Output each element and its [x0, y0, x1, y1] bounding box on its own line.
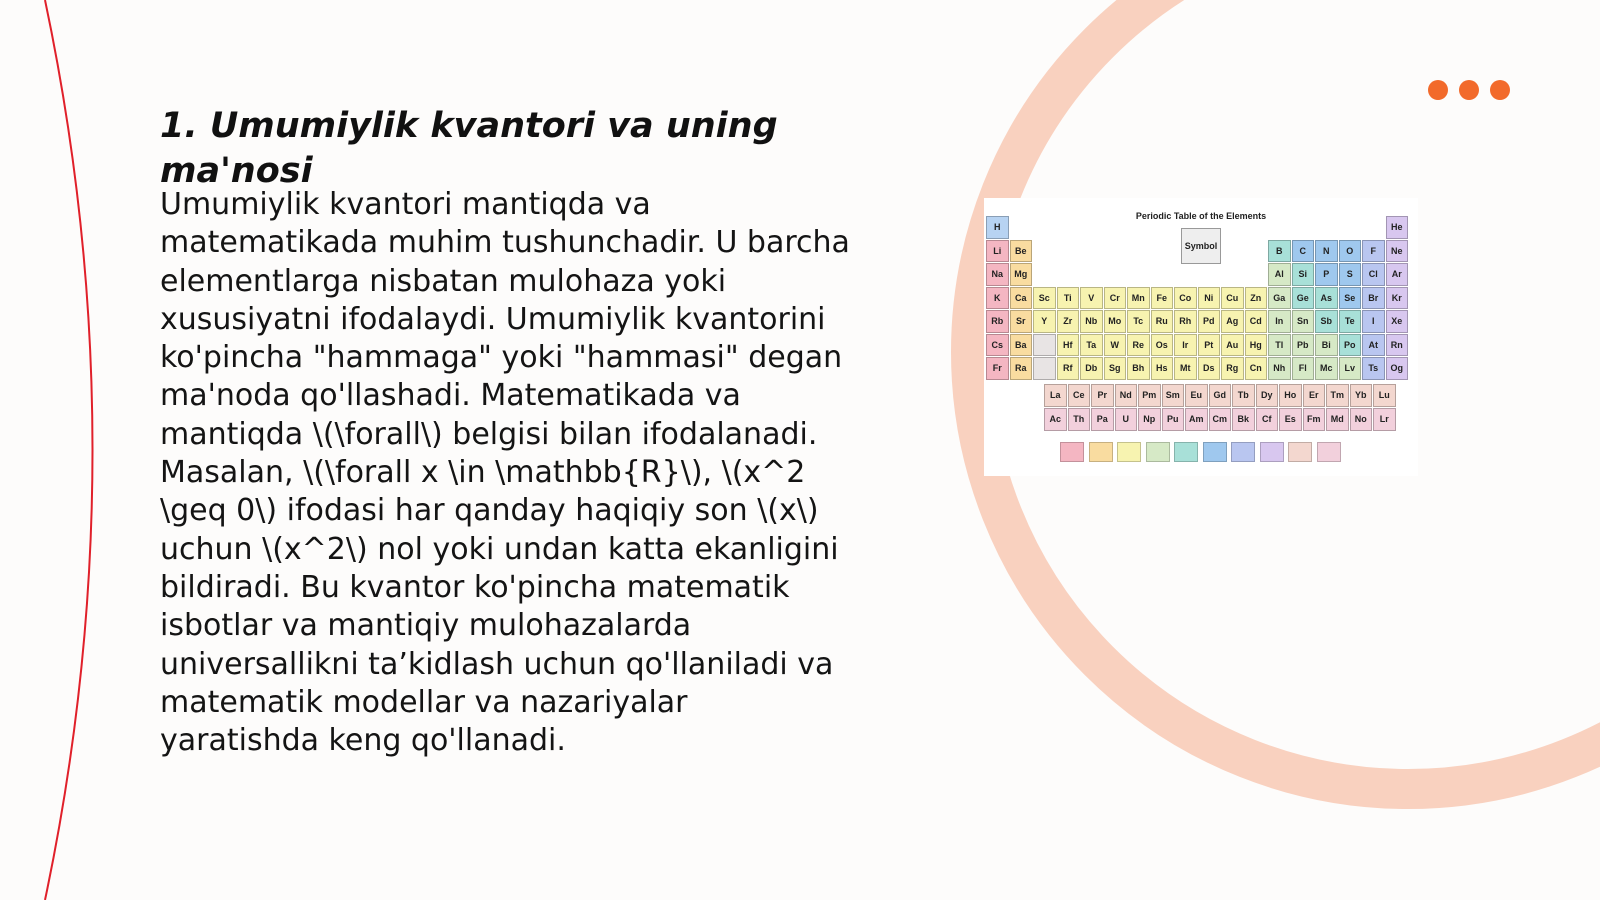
element-cell: P: [1315, 263, 1338, 286]
element-cell: Np: [1138, 408, 1161, 431]
element-cell: Re: [1127, 334, 1150, 357]
element-cell: Ca: [1010, 287, 1033, 310]
element-cell: Bi: [1315, 334, 1338, 357]
element-cell: Ne: [1386, 240, 1409, 263]
element-cell: Th: [1068, 408, 1091, 431]
element-cell: Ni: [1198, 287, 1221, 310]
element-cell: Rf: [1057, 357, 1080, 380]
element-cell: Cr: [1104, 287, 1127, 310]
element-cell: Ba: [1010, 334, 1033, 357]
element-cell: Lv: [1339, 357, 1362, 380]
element-cell: Dy: [1256, 384, 1279, 407]
element-cell: Md: [1326, 408, 1349, 431]
element-cell: Mc: [1315, 357, 1338, 380]
element-cell: Os: [1151, 334, 1174, 357]
element-cell: Fm: [1303, 408, 1326, 431]
element-cell: No: [1350, 408, 1373, 431]
element-cell: Sm: [1162, 384, 1185, 407]
element-cell: Ga: [1268, 287, 1291, 310]
element-cell: Yb: [1350, 384, 1373, 407]
element-cell: Ac: [1044, 408, 1067, 431]
element-cell: Sr: [1010, 310, 1033, 333]
element-cell: U: [1115, 408, 1138, 431]
legend-swatch: [1288, 442, 1312, 462]
legend-swatch: [1317, 442, 1341, 462]
element-cell: Bk: [1232, 408, 1255, 431]
element-cell: Ra: [1010, 357, 1033, 380]
dot-icon: [1490, 80, 1510, 100]
periodic-table-key-label: Symbol: [1184, 241, 1218, 251]
element-cell: In: [1268, 310, 1291, 333]
element-cell: Ho: [1279, 384, 1302, 407]
legend-swatch: [1060, 442, 1084, 462]
element-cell: Pt: [1198, 334, 1221, 357]
element-cell: Li: [986, 240, 1009, 263]
legend-swatch: [1146, 442, 1170, 462]
element-cell: N: [1315, 240, 1338, 263]
element-cell: O: [1339, 240, 1362, 263]
legend-swatch: [1117, 442, 1141, 462]
element-cell: H: [986, 216, 1009, 239]
element-cell: Br: [1362, 287, 1385, 310]
element-cell: Pa: [1091, 408, 1114, 431]
element-cell: La: [1044, 384, 1067, 407]
element-cell: Na: [986, 263, 1009, 286]
dot-icon: [1459, 80, 1479, 100]
element-cell: Co: [1174, 287, 1197, 310]
element-cell: Ts: [1362, 357, 1385, 380]
element-cell: Te: [1339, 310, 1362, 333]
element-cell: Pb: [1292, 334, 1315, 357]
element-cell: Si: [1292, 263, 1315, 286]
element-cell: Xe: [1386, 310, 1409, 333]
element-cell: Sg: [1104, 357, 1127, 380]
element-cell: Zr: [1057, 310, 1080, 333]
element-cell: Sb: [1315, 310, 1338, 333]
element-cell: Al: [1268, 263, 1291, 286]
element-cell: Rn: [1386, 334, 1409, 357]
element-cell: Cf: [1256, 408, 1279, 431]
element-cell: Ce: [1068, 384, 1091, 407]
element-cell: Cl: [1362, 263, 1385, 286]
element-cell: Nh: [1268, 357, 1291, 380]
element-cell: Gd: [1209, 384, 1232, 407]
element-cell: Au: [1221, 334, 1244, 357]
element-cell: Am: [1185, 408, 1208, 431]
element-cell: Pd: [1198, 310, 1221, 333]
dot-icon: [1428, 80, 1448, 100]
element-cell: Ag: [1221, 310, 1244, 333]
element-cell: W: [1104, 334, 1127, 357]
element-cell: Hs: [1151, 357, 1174, 380]
element-cell: Es: [1279, 408, 1302, 431]
element-cell: He: [1386, 216, 1409, 239]
element-cell: Fe: [1151, 287, 1174, 310]
element-placeholder-cell: [1033, 334, 1056, 357]
element-cell: Ta: [1080, 334, 1103, 357]
element-cell: Lr: [1373, 408, 1396, 431]
legend-swatch: [1231, 442, 1255, 462]
element-cell: Se: [1339, 287, 1362, 310]
element-cell: Tc: [1127, 310, 1150, 333]
element-cell: Po: [1339, 334, 1362, 357]
element-cell: Cn: [1245, 357, 1268, 380]
element-cell: K: [986, 287, 1009, 310]
element-cell: Rg: [1221, 357, 1244, 380]
element-cell: As: [1315, 287, 1338, 310]
element-cell: Tb: [1232, 384, 1255, 407]
element-cell: Sn: [1292, 310, 1315, 333]
element-cell: Og: [1386, 357, 1409, 380]
element-cell: Ru: [1151, 310, 1174, 333]
element-cell: Mg: [1010, 263, 1033, 286]
element-cell: Ar: [1386, 263, 1409, 286]
element-cell: Rh: [1174, 310, 1197, 333]
element-cell: S: [1339, 263, 1362, 286]
legend-swatch: [1203, 442, 1227, 462]
element-cell: Cd: [1245, 310, 1268, 333]
element-cell: Rb: [986, 310, 1009, 333]
element-cell: Eu: [1185, 384, 1208, 407]
element-cell: Be: [1010, 240, 1033, 263]
element-cell: Pu: [1162, 408, 1185, 431]
element-cell: Fr: [986, 357, 1009, 380]
element-cell: I: [1362, 310, 1385, 333]
legend-swatch: [1260, 442, 1284, 462]
element-cell: Db: [1080, 357, 1103, 380]
element-cell: Fl: [1292, 357, 1315, 380]
element-cell: Y: [1033, 310, 1056, 333]
element-cell: Lu: [1373, 384, 1396, 407]
element-cell: Kr: [1386, 287, 1409, 310]
periodic-table-title: Periodic Table of the Elements: [1135, 211, 1267, 221]
slide-title: 1. Umumiylik kvantori va uning ma'nosi: [160, 106, 778, 191]
element-cell: Hf: [1057, 334, 1080, 357]
element-cell: Cs: [986, 334, 1009, 357]
element-cell: Hg: [1245, 334, 1268, 357]
element-cell: Cu: [1221, 287, 1244, 310]
element-cell: Nd: [1115, 384, 1138, 407]
element-cell: Sc: [1033, 287, 1056, 310]
element-cell: Ds: [1198, 357, 1221, 380]
element-cell: Tm: [1326, 384, 1349, 407]
dots-decoration: [1428, 80, 1510, 100]
element-placeholder-cell: [1033, 357, 1056, 380]
periodic-table-key: [1181, 228, 1221, 264]
element-cell: V: [1080, 287, 1103, 310]
element-cell: Tl: [1268, 334, 1291, 357]
element-cell: C: [1292, 240, 1315, 263]
element-cell: Mn: [1127, 287, 1150, 310]
slide-body-text: Umumiylik kvantori mantiqda va matematikada muhim tushunchadir. U barcha elementlarga nisbatan mulohaza yoki xususiyatni ifodalaydi. Umumiylik kvantorini ko'pincha "hammaga" yoki "hammasi" degan ma'noda qo'llashadi. Matematikada va mantiqda \(\forall\) belgisi bilan ifodalanadi. Masalan, \(\forall x \in \mathbb{R}\), \(x^2 \geq 0\) ifodasi har qanday haqiqiy son \(x\) uchun \(x^2\) nol yoki undan katta ekanligini bildiradi. Bu kvantor ko'pincha matematik isbotlar va mantiqiy mulohazalarda universallikni ta’kidlash uchun qo'llaniladi va matematik modellar va nazariyalar yaratishda keng qo'llanadi.: [160, 187, 850, 759]
element-cell: Er: [1303, 384, 1326, 407]
element-cell: Ge: [1292, 287, 1315, 310]
periodic-table-image: [984, 198, 1418, 476]
element-cell: Bh: [1127, 357, 1150, 380]
legend-swatch: [1089, 442, 1113, 462]
legend-swatch: [1174, 442, 1198, 462]
element-cell: Nb: [1080, 310, 1103, 333]
element-cell: Mt: [1174, 357, 1197, 380]
element-cell: Zn: [1245, 287, 1268, 310]
element-cell: Pm: [1138, 384, 1161, 407]
element-cell: At: [1362, 334, 1385, 357]
element-cell: Ti: [1057, 287, 1080, 310]
element-cell: Cm: [1209, 408, 1232, 431]
element-cell: F: [1362, 240, 1385, 263]
element-cell: Ir: [1174, 334, 1197, 357]
element-cell: Pr: [1091, 384, 1114, 407]
element-cell: Mo: [1104, 310, 1127, 333]
element-cell: B: [1268, 240, 1291, 263]
